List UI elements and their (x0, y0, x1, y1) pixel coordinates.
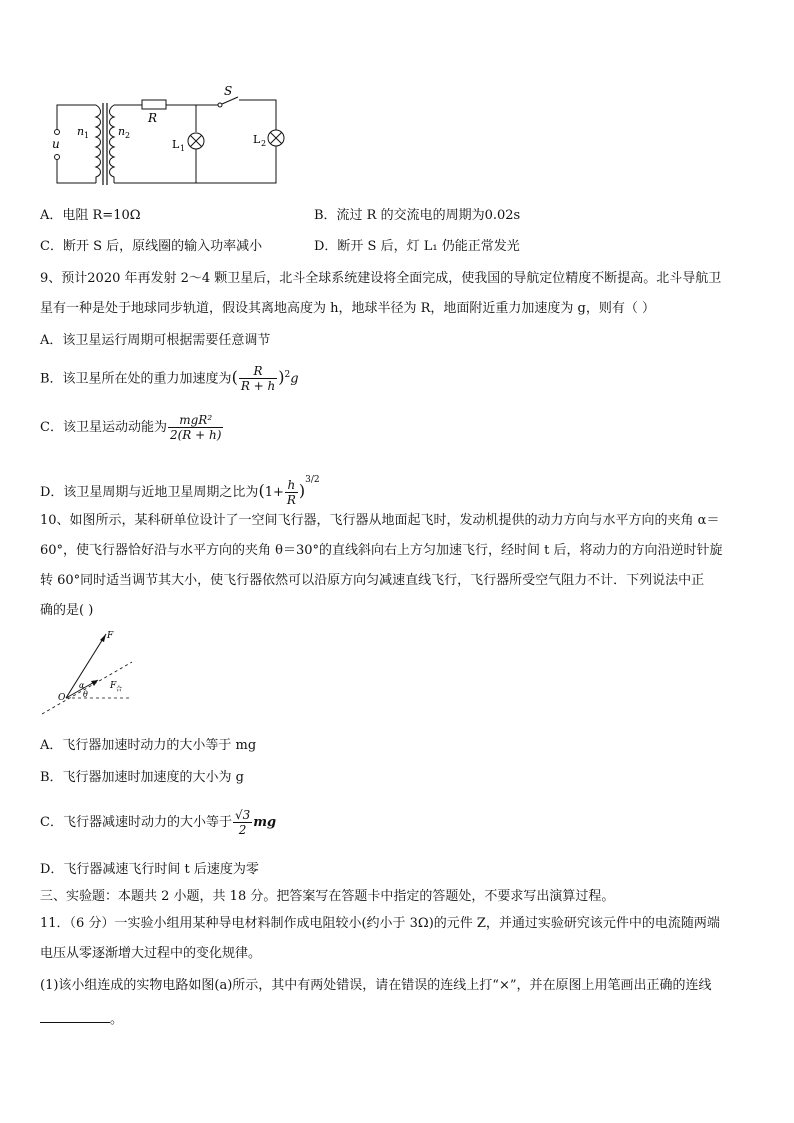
fig-O-label: O (58, 693, 66, 703)
q9-c-num: mgR² (168, 413, 223, 428)
q9-option-d-text: D．该卫星周期与近地卫星周期之比为 (40, 485, 259, 500)
q9-option-b-text: B．该卫星所在处的重力加速度为 (40, 371, 232, 387)
q9-option-c-text: C．该卫星运动动能为 (40, 420, 167, 435)
lamp-L2-label: L (253, 133, 261, 146)
q9-option-c (40, 410, 224, 446)
q9-d-num: h (285, 478, 298, 493)
resistor-label: R (148, 111, 158, 125)
resistor-R (142, 100, 166, 109)
q9-b-den: R + h (240, 379, 276, 394)
secondary-coil (110, 105, 115, 183)
n2-label: n (118, 125, 126, 138)
q9-d-exponent: 3/2 (305, 475, 320, 485)
q10-option-c (40, 805, 276, 841)
primary-coil (96, 105, 101, 183)
q10-stem-line1: 10、如图所示，某科研单位设计了一空间飞行器，飞行器从地面起飞时，发动机提供的动力方向与水平方向的夹角 α＝ (40, 513, 720, 528)
lamp-L1-label: L (172, 138, 180, 151)
q8-option-b: B．流过 R 的交流电的周期为0.02s (314, 208, 521, 223)
q9-b-tail: g (290, 371, 299, 387)
q9-c-fraction (168, 413, 223, 442)
q10-c-fraction (233, 808, 252, 837)
transformer-circuit-diagram (40, 85, 300, 195)
fig-Fh-sub: 合 (116, 686, 123, 693)
section-3-heading: 三、实验题：本题共 2 小题，共 18 分。把答案写在答题卡中指定的答题处，不要求写出演算过程。 (40, 889, 615, 904)
switch-label: S (224, 85, 233, 98)
q9-option-a: A．该卫星运行周期可根据需要任意调节 (40, 333, 271, 348)
q11-stem-line2: 电压从零逐渐增大过程中的变化规律。 (40, 946, 262, 961)
fig-theta-label: θ (83, 690, 88, 699)
q10-c-tail: mg (253, 815, 277, 830)
voltage-label: u (52, 137, 60, 151)
q10-stem-line4: 确的是( ) (40, 603, 94, 618)
terminal-bottom (55, 155, 60, 160)
q10-option-b: B．飞行器加速时加速度的大小为 g (40, 770, 245, 785)
fig-alpha-label: α (79, 681, 85, 690)
q11-part1-line: (1)该小组连成的实物电路如图(a)所示，其中有两处错误，请在错误的连线上打“×”，并在原图上用笔画出正确的连线 (40, 978, 712, 993)
q10-stem-line3: 转 60°同时适当调节其大小，使飞行器依然可以沿原方向匀减速直线飞行，飞行器所受空气阻力不计．下列说法中正 (40, 573, 705, 588)
q10-c-den: 2 (238, 823, 247, 837)
q10-force-diagram (36, 630, 146, 720)
q8-option-a: A．电阻 R=10Ω (40, 208, 141, 223)
q10-option-d: D．飞行器减速飞行时间 t 后速度为零 (40, 862, 259, 877)
q11-answer-line (40, 1010, 123, 1029)
q10-option-a: A．飞行器加速时动力的大小等于 mg (40, 738, 257, 753)
fig-Fh-label: F (110, 681, 117, 691)
switch-S (222, 97, 238, 104)
q9-d-den: R (286, 493, 296, 507)
q10-stem-line2: 60°，使飞行器恰好沿与水平方向的夹角 θ＝30°的直线斜向右上方匀加速飞行，经时间 t 后，将动力的方向沿逆时针旋 (40, 543, 723, 558)
q8-option-c: C．断开 S 后，原线圈的输入功率减小 (40, 239, 263, 254)
q10-option-c-text: C．飞行器减速时动力的大小等于 (40, 815, 232, 830)
q9-option-b: B．该卫星所在处的重力加速度为( $\frac{R}{R + h}$ )$^2$g (40, 364, 299, 394)
q9-option-d: D．该卫星周期与近地卫星周期之比为(1+ $\frac{h}{R}$ )$^{3/2}$ (40, 475, 320, 507)
q9-b-num: R (239, 364, 277, 379)
q11-stem-line1: 11．（6 分）一实验小组用某种导电材料制作成电阻较小(约小于 3Ω)的元件 Z，并通过实验研究该元件中的电流随两端 (40, 916, 720, 931)
n2-sub: 2 (125, 131, 131, 140)
answer-blank-tail: 。 (110, 1012, 124, 1027)
fig-F-label: F (107, 631, 114, 641)
n1-label: n (77, 125, 85, 138)
terminal-top (55, 130, 60, 135)
q9-c-den: 2(R + h) (169, 428, 222, 442)
q9-d-fraction (285, 478, 298, 507)
q10-c-num: √3 (234, 808, 251, 822)
q9-stem-line2: 星有一种是处于地球同步轨道，假设其离地高度为 h，地球半径为 R，地面附近重力加速度为 g，则有（ ） (40, 301, 656, 316)
q8-option-d: D．断开 S 后，灯 L₁ 仍能正常发光 (314, 239, 520, 254)
q9-b-fraction (239, 364, 277, 393)
n1-sub: 1 (84, 131, 90, 140)
lamp-L1-sub: 1 (180, 144, 186, 153)
answer-blank[interactable] (40, 1010, 110, 1023)
lamp-L2-sub: 2 (261, 139, 267, 148)
q9-stem-line1: 9、预计2020 年再发射 2～4 颗卫星后，北斗全球系统建设将全面完成，使我国的导航定位精度不断提高。北斗导航卫 (40, 271, 722, 286)
